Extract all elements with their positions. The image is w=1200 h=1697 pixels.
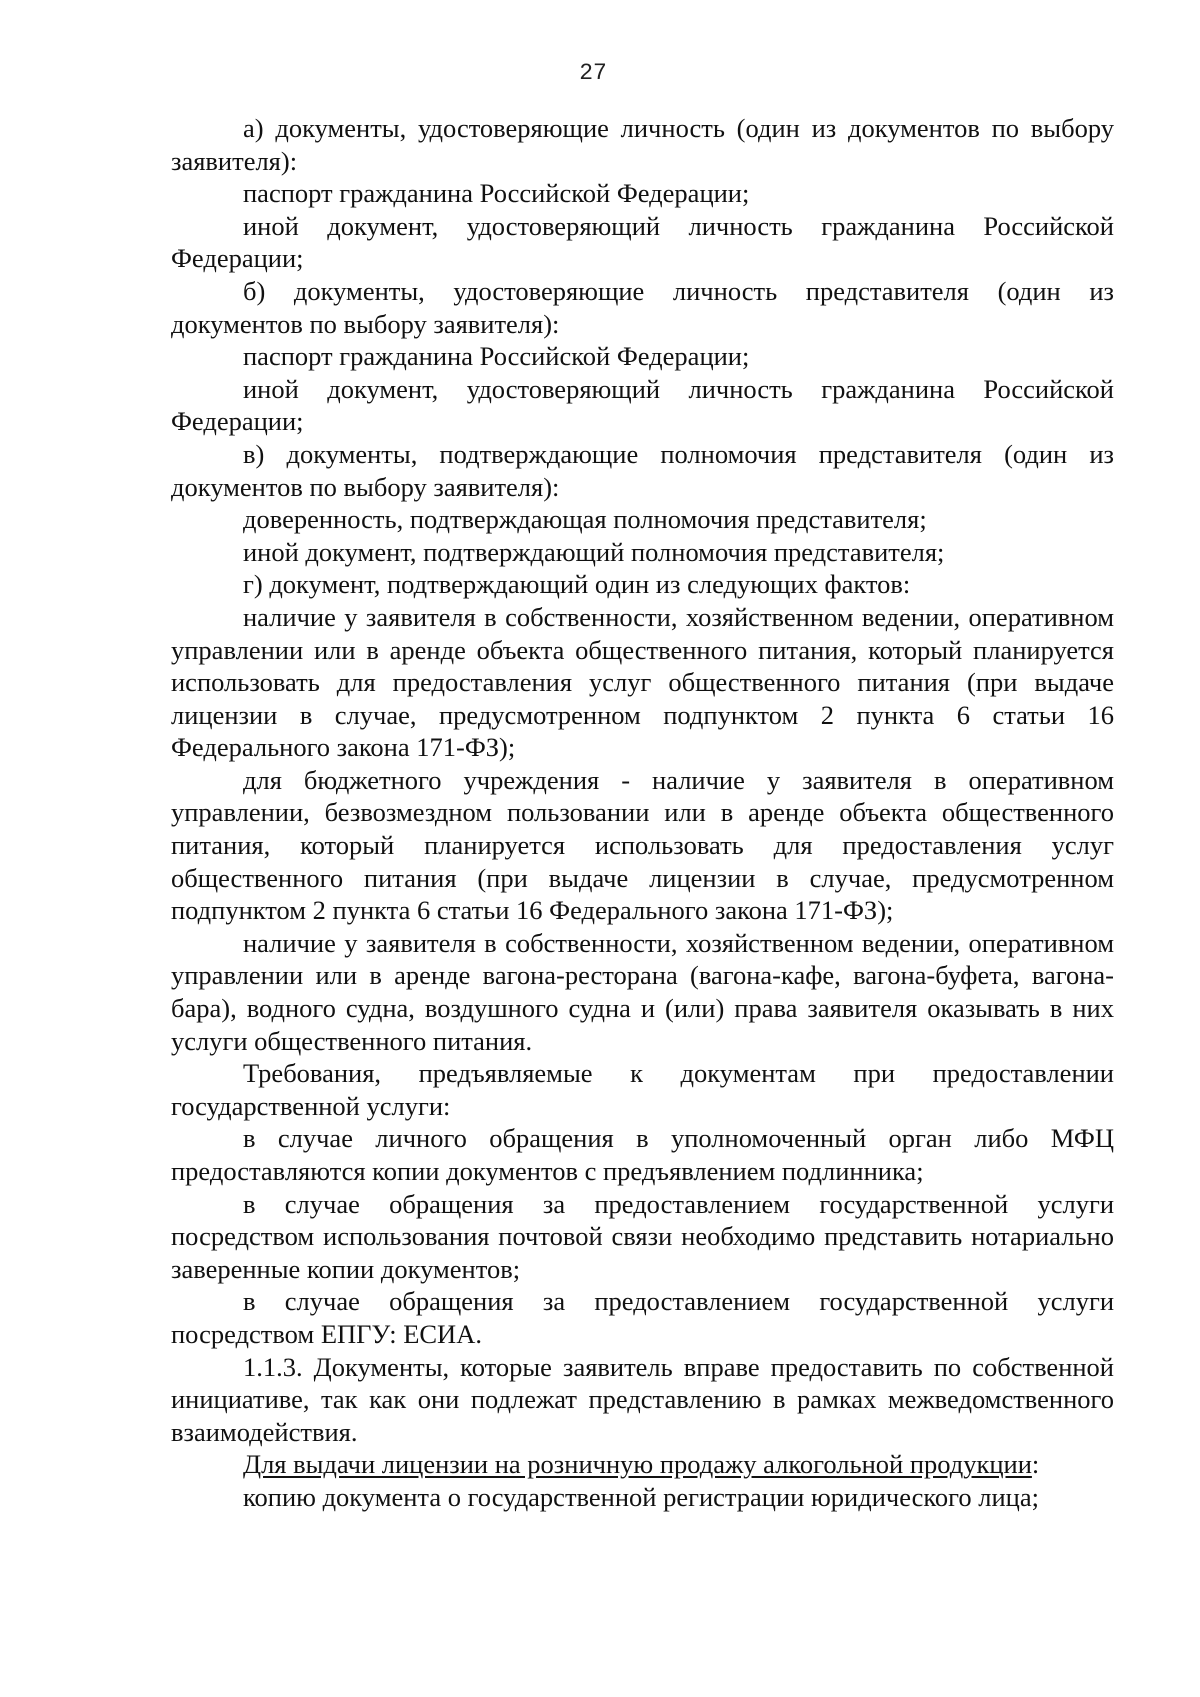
page-number: 27 [579, 60, 607, 86]
paragraph-dining-car: наличие у заявителя в собственности, хозяйственном ведении, оперативном управлении или в аренде вагона-ресторана (вагона-кафе, вагона-буфета, вагона-бара), водного судна, воздушного судна и (или) права заявителя оказывать в них услуги общественного питания. [171, 927, 1114, 1056]
paragraph-postal-appeal: в случае обращения за предоставлением государственной услуги посредством использования почтовой связи необходимо представить нотариально заверенные копии документов; [171, 1188, 1114, 1284]
paragraph-power-of-attorney: доверенность, подтверждающая полномочия представителя; [243, 504, 927, 535]
underlined-heading: Для выдачи лицензии на розничную продажу алкогольной продукции [243, 1449, 1032, 1480]
paragraph-requirements: Требования, предъявляемые к документам при предоставлении государственной услуги: [171, 1058, 1114, 1121]
paragraph-passport-1: паспорт гражданина Российской Федерации; [243, 178, 750, 209]
paragraph-other-id-2: иной документ, удостоверяющий личность гражданина Российской Федерации; [171, 373, 1114, 437]
paragraph-passport-2: паспорт гражданина Российской Федерации; [243, 341, 750, 372]
paragraph-budget-institution: для бюджетного учреждения - наличие у заявителя в оперативном управлении, безвозмездном пользовании или в аренде объекта общественного питания, который планируется использовать для предоставления услуг общественного питания (при выдаче лицензии в случае, предусмотренном подпунктом 2 пункта 6 статьи 16 Федерального закона 171-ФЗ); [171, 764, 1114, 926]
paragraph-catering-object: наличие у заявителя в собственности, хозяйственном ведении, оперативном управлении или в аренде объекта общественного питания, который планируется использовать для предоставления услуг общественного питания (при выдаче лицензии в случае, предусмотренном подпунктом 2 пункта 6 статьи 16 Федерального закона 171-ФЗ); [171, 601, 1114, 763]
underlined-heading-line [171, 1448, 1114, 1481]
document-body [171, 112, 1114, 1514]
paragraph-section-1-1-3: 1.1.3. Документы, которые заявитель вправе предоставить по собственной инициативе, так как они подлежат представлению в рамках межведомственного взаимодействия. [171, 1351, 1114, 1447]
paragraph-epgu-appeal: в случае обращения за предоставлением государственной услуги посредством ЕПГУ: ЕСИА. [171, 1286, 1114, 1349]
paragraph-item-v: в) документы, подтверждающие полномочия представителя (один из документов по выбору заявителя): [171, 438, 1114, 502]
paragraph-item-g: г) документ, подтверждающий один из следующих фактов: [243, 569, 911, 600]
paragraph-last-line: копию документа о государственной регистрации юридического лица; [243, 1481, 1039, 1512]
underlined-heading-suffix: : [1031, 1449, 1040, 1480]
paragraph-item-b: б) документы, удостоверяющие личность представителя (один из документов по выбору заявителя): [171, 275, 1114, 339]
paragraph-item-a: а) документы, удостоверяющие личность (один из документов по выбору заявителя): [171, 113, 1114, 176]
paragraph-other-authority-doc: иной документ, подтверждающий полномочия представителя; [243, 536, 945, 567]
paragraph-other-id-1: иной документ, удостоверяющий личность гражданина Российской Федерации; [171, 210, 1114, 274]
paragraph-personal-appeal: в случае личного обращения в уполномоченный орган либо МФЦ предоставляются копии документов с предъявлением подлинника; [171, 1123, 1114, 1186]
